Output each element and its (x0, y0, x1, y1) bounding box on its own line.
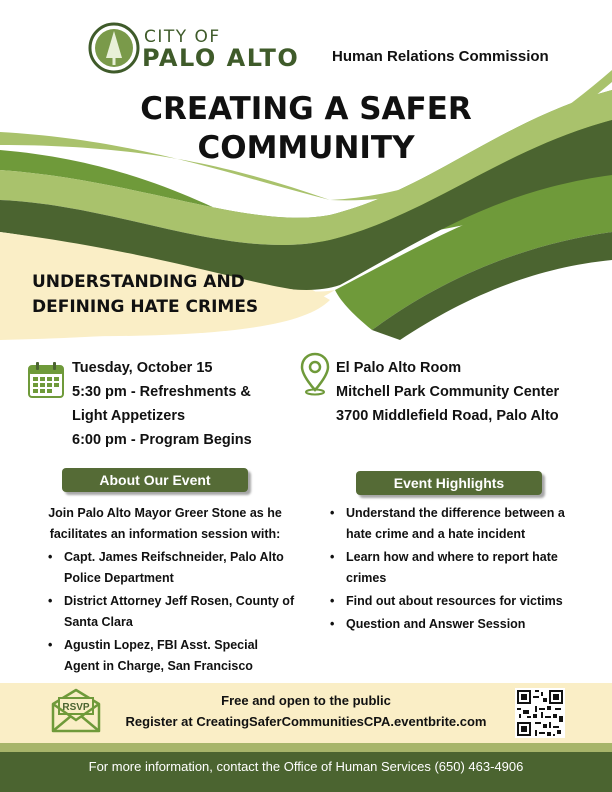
refreshments-detail: Light Appetizers (72, 408, 186, 424)
subtitle-line-1: UNDERSTANDING AND (32, 272, 245, 292)
refreshments-time: 5:30 pm - Refreshments & (72, 384, 251, 400)
registration-link[interactable]: Register at CreatingSaferCommunitiesCPA.eventbrite.com (125, 714, 487, 729)
palo-alto-tree-logo (88, 22, 140, 74)
event-location (336, 356, 559, 428)
palo-alto-wordmark: PALO ALTO (142, 44, 300, 72)
highlights-heading: Event Highlights (356, 471, 542, 495)
location-pin-icon (300, 352, 330, 396)
highlight-item: • Understand the difference between a hate crime and a hate incident (328, 503, 590, 545)
event-subtitle (32, 270, 292, 320)
highlight-item: • Question and Answer Session (328, 614, 590, 635)
contact-info: For more information, contact the Office of Human Services (650) 463-4906 (88, 759, 524, 774)
title-line-2: COMMUNITY (197, 130, 415, 166)
calendar-icon (28, 362, 64, 398)
title-line-1: CREATING A SAFER (140, 91, 472, 127)
city-of-text: CITY OF (144, 27, 221, 47)
speaker-list (46, 547, 296, 679)
speaker-item: • Capt. James Reifschneider, Palo Alto Police Department (46, 547, 296, 589)
highlight-item: • Find out about resources for victims (328, 591, 590, 612)
highlights-list (328, 503, 590, 637)
free-admission: Free and open to the public (221, 693, 391, 708)
about-intro (30, 503, 300, 545)
rsvp-envelope-icon (50, 688, 102, 734)
speaker-item: • Agustin Lopez, FBI Asst. Special Agent in Charge, San Francisco (46, 635, 296, 677)
divider-band (0, 743, 612, 752)
about-intro-line-1: Join Palo Alto Mayor Greer Stone as he (48, 506, 282, 520)
page-title (100, 90, 512, 168)
qr-code[interactable] (515, 688, 565, 738)
commission-name: Human Relations Commission (332, 48, 549, 65)
event-time (72, 356, 252, 452)
about-intro-line-2: facilitates an information session with: (49, 527, 281, 541)
highlight-item: • Learn how and where to report hate crimes (328, 547, 590, 589)
rsvp-label: RSVP (62, 702, 90, 713)
speaker-item: • District Attorney Jeff Rosen, County of Santa Clara (46, 591, 296, 633)
event-date: Tuesday, October 15 (72, 360, 213, 376)
venue-address: 3700 Middlefield Road, Palo Alto (336, 408, 559, 424)
register-text (108, 690, 504, 732)
program-time: 6:00 pm - Program Begins (72, 432, 252, 448)
subtitle-line-2: DEFINING HATE CRIMES (32, 297, 259, 317)
venue-name: Mitchell Park Community Center (336, 384, 560, 400)
about-heading: About Our Event (62, 468, 248, 492)
room-name: El Palo Alto Room (336, 360, 462, 376)
